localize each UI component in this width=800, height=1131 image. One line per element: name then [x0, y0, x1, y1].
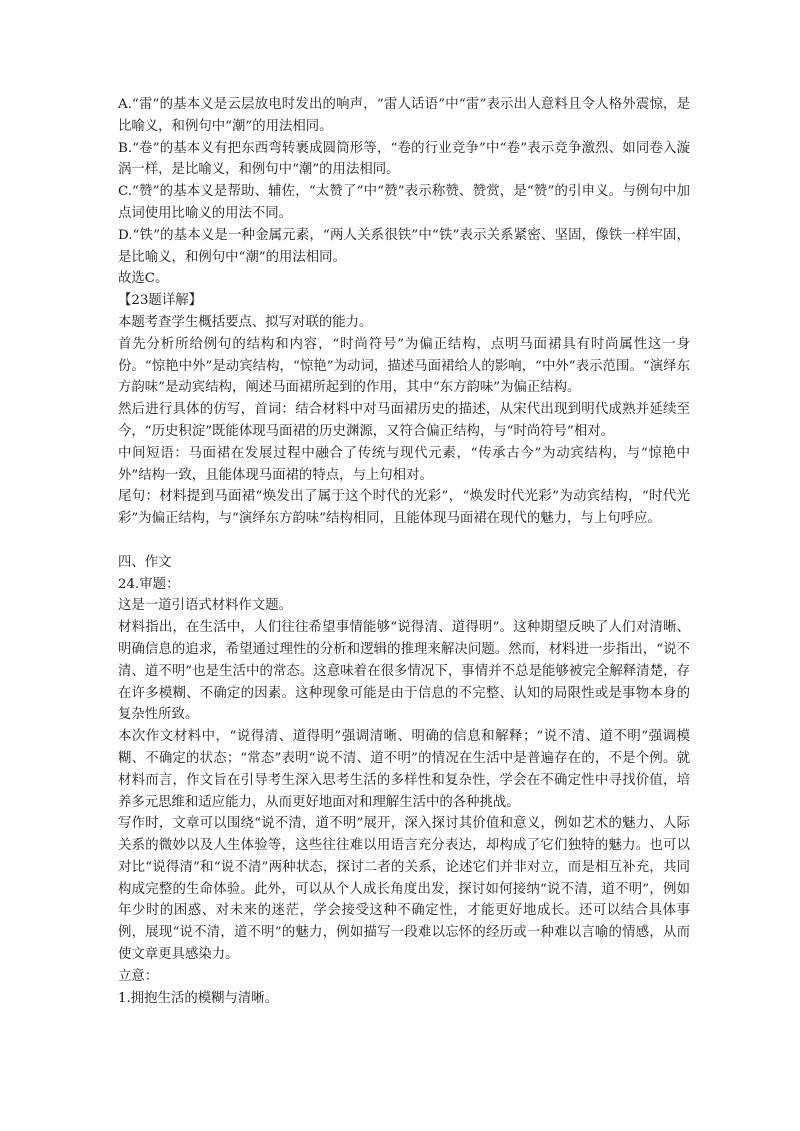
- q24-thesis-label: 立意：: [118, 968, 159, 984]
- blank-line: [118, 530, 690, 552]
- q24-explanation-paragraph: 本次作文材料中，“说得清、道得明”强调清晰、明确的信息和解释；“说不清、道不明”强调模糊、不确定的状态；“常态”表明“说不清、道不明”的情况在生活中是普遍存在的，不是个例。就材料而言，作文旨在引导考生深入思考生活的多样性和复杂性，学会在不确定性中寻找价值，培养多元思维和适应能力，从而更好地面对和理解生活中的各种挑战。: [118, 729, 690, 810]
- option-b-paragraph: B.“卷”的基本义有把东西弯转裹成圆筒形等，“卷的行业竞争”中“卷”表示竞争激烈、如同卷入漩涡一样，是比喻义，和例句中“潮”的用法相同。: [118, 140, 690, 178]
- q24-type-paragraph: 这是一道引语式材料作文题。: [118, 598, 293, 614]
- section-heading-writing: 四、作文: [118, 554, 172, 570]
- q23-analysis-paragraph: 首先分析所给例句的结构和内容，“时尚符号”为偏正结构，点明马面裙具有时尚属性这一身份。“惊艳中外”是动宾结构，“惊艳”为动词，描述马面裙给人的影响，“中外”表示范围。“演绎东方韵味”是动宾结构，阐述马面裙所起到的作用，其中“东方韵味”为偏正结构。: [118, 336, 690, 396]
- option-d-paragraph: D.“铁”的基本义是一种金属元素，“两人关系很铁”中“铁”表示关系紧密、坚固，像铁一样牢固，是比喻义，和例句中“潮”的用法相同。: [118, 227, 690, 265]
- q23-first-phrase-paragraph: 然后进行具体的仿写，首词：结合材料中对马面裙历史的描述，从宋代出现到明代成熟并延续至今，“历史积淀”既能体现马面裙的历史渊源，又符合偏正结构，与“时尚符号”相对。: [118, 402, 690, 439]
- option-a-paragraph: A.“雷”的基本义是云层放电时发出的响声，“雷人话语”中“雷”表示出人意料且令人格外震惊，是比喻义，和例句中“潮”的用法相同。: [118, 97, 690, 134]
- q23-last-phrase-paragraph: 尾句：材料提到马面裙“焕发出了属于这个时代的光彩”，“焕发时代光彩”为动宾结构，“时代光彩”为偏正结构，与“演绎东方韵味”结构相同，且能体现马面裙在现代的魅力，与上句呼应。: [118, 489, 690, 527]
- q24-thesis-item-1: 1.拥抱生活的模糊与清晰。: [118, 990, 279, 1006]
- q24-material-paragraph: 材料指出，在生活中，人们往往希望事情能够“说得清、道得明”。这种期望反映了人们对清晰、明确信息的追求，希望通过理性的分析和逻辑的推理来解决问题。然而，材料进一步指出，“说不清、道不明”也是生活中的常态。这意味着在很多情况下，事情并不总是能够被完全解释清楚，存在许多模糊、不确定的因素。这种现象可能是由于信息的不完整、认知的局限性或是事物本身的复杂性所致。: [118, 620, 690, 723]
- section-heading-23: 【23题详解】: [118, 293, 202, 309]
- answer-line: 故选C。: [118, 271, 169, 287]
- q23-intro-paragraph: 本题考查学生概括要点、拟写对联的能力。: [118, 314, 373, 330]
- document-body: [118, 94, 690, 1009]
- q24-label: 24.审题：: [118, 576, 180, 592]
- q24-writing-paragraph: 写作时，文章可以围绕“说不清，道不明”展开，深入探讨其价值和意义，例如艺术的魅力、人际关系的微妙以及人生体验等，这些往往难以用语言充分表达，却构成了它们独特的魅力。也可以对比“说得清”和“说不清”两种状态，探讨二者的关系，论述它们并非对立，而是相互补充，共同构成完整的生命体验。此外，可以从个人成长角度出发，探讨如何接纳“说不清，道不明”，例如年少时的困惑、对未来的迷茫，学会接受这种不确定性，才能更好地成长。还可以结合具体事例，展现“说不清，道不明”的魅力，例如描写一段难以忘怀的经历或一种难以言喻的情感，从而使文章更具感染力。: [118, 816, 690, 963]
- q23-middle-phrase-paragraph: 中间短语：马面裙在发展过程中融合了传统与现代元素，“传承古今”为动宾结构，与“惊艳中外”结构一致，且能体现马面裙的特点，与上句相对。: [118, 445, 690, 483]
- option-c-paragraph: C.“赞”的基本义是帮助、辅佐，“太赞了”中“赞”表示称赞、赞赏，是“赞”的引申义。与例句中加点词使用比喻义的用法不同。: [118, 184, 690, 221]
